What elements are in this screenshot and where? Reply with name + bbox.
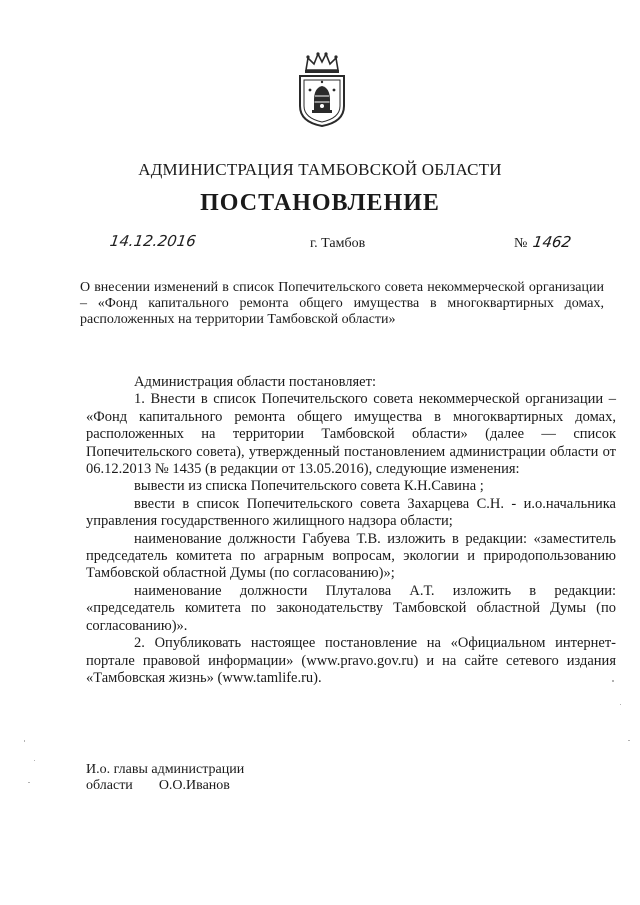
number-prefix: № <box>514 236 528 251</box>
body-paragraph: вывести из списка Попечительского совета К.Н.Савина ; <box>134 478 484 495</box>
scan-speck <box>28 782 30 783</box>
signature-position-region: области <box>86 778 133 793</box>
body-paragraph: ввести в список Попечительского совета Захарцева С.Н. - и.о.начальника управления государственного жилищного надзора области; <box>86 495 616 530</box>
signature-position-line2 <box>86 778 244 794</box>
body-paragraph: 1. Внести в список Попечительского совета некоммерческой организации – «Фонд капитального ремонта общего имущества в многоквартирных домах, расположенных на территории Тамбовской области» (далее — список Попечительского совета), утвержденный постановлением администрации области от 06.12.2013 № 1435 (в редакции от 13.05.2016), следующие изменения: <box>86 391 616 478</box>
signature-block <box>86 762 244 794</box>
document-type-title: ПОСТАНОВЛЕНИЕ <box>200 190 440 216</box>
body-paragraph: наименование должности Габуева Т.В. изложить в редакции: «заместитель председатель комитета по аграрным вопросам, экологии и природопользованию Тамбовской областной Думы (по согласованию)»; <box>86 530 616 582</box>
document-subject: О внесении изменений в список Попечительского совета некоммерческой организации – «Фонд капитального ремонта общего имущества в многоквартирных домах, расположенных на территории Тамбовской области» <box>80 280 604 327</box>
scan-speck <box>24 740 25 742</box>
document-city: г. Тамбов <box>310 236 366 251</box>
document-number <box>514 233 572 252</box>
signature-position-line1: И.о. главы администрации <box>86 762 245 777</box>
scan-speck <box>612 680 614 682</box>
scan-speck <box>34 760 35 761</box>
scan-speck <box>620 704 621 705</box>
organization-name: АДМИНИСТРАЦИЯ ТАМБОВСКОЙ ОБЛАСТИ <box>138 160 502 179</box>
body-paragraph: наименование должности Плуталова А.Т. изложить в редакции: «председатель комитета по законодательству Тамбовской областной Думы (по согласованию)». <box>86 582 616 634</box>
scan-speck <box>628 740 630 741</box>
body-intro: Администрация области постановляет: <box>134 374 376 390</box>
coat-of-arms-icon <box>296 52 348 128</box>
document-body <box>86 374 616 687</box>
number-value: 1462 <box>532 233 573 251</box>
body-paragraph: 2. Опубликовать настоящее постановление на «Официальном интернет-портале правовой информации» (www.pravo.gov.ru) и на сайте сетевого издания «Тамбовская жизнь» (www.tamlife.ru). <box>86 635 616 686</box>
document-date: 14.12.2016 <box>108 232 198 250</box>
signature-name: О.О.Иванов <box>158 778 230 793</box>
